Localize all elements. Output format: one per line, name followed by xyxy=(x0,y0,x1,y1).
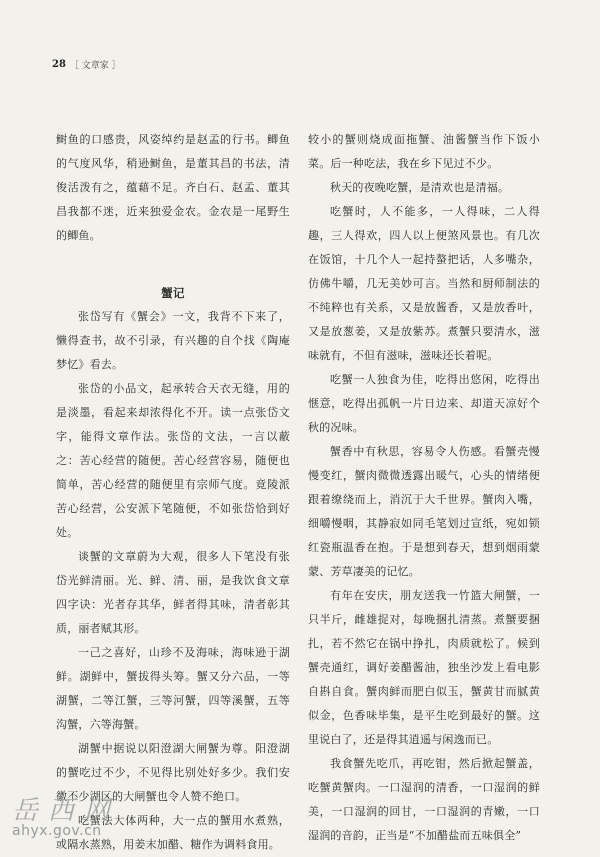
watermark-url: ahyx.gov.cn xyxy=(12,823,102,839)
paragraph: 湖蟹中据说以阳澄湖大闸蟹为尊。阳澄湖的蟹吃过不少，不见得比别处好多少。我们安徽不少湖区的大闸蟹也令人赞不绝口。 xyxy=(56,742,290,803)
paragraph: 张岱写有《蟹会》一文，我背不下来了，懒得查书，故不引录，有兴趣的自个找《陶庵梦忆》看去。 xyxy=(56,310,290,371)
paragraph: 吃蟹一人独食为佳，吃得出悠闲，吃得出惬意，吃得出孤帆一片日边来、却道天凉好个秋的况味。 xyxy=(308,373,540,434)
paragraph: 张岱的小品文，起承转合天衣无缝，用的是淡墨，看起来却浓得化不开。读一点张岱文字，能得文章作法。张岱的文法，一言以蔽之：苦心经营的随便。苦心经营容易，随便也简单，苦心经营的随便里有宗师气度。竟陵派苦心经营，公安派下笔随便，不如张岱恰到好处。 xyxy=(56,382,290,539)
watermark-name: 岳西网 xyxy=(12,796,121,826)
paragraph: 蟹香中有秋思，容易令人伤感。看蟹壳慢慢变红，蟹肉微微透露出暖气，心头的情绪便跟着缭绕而上，消沉于大千世界。蟹肉入嘴，细嚼慢咽，其静寂如同毛笔划过宣纸，宛如锁红瓷瓶温香在抱。于是想到春天，想到烟雨蒙蒙、芳草凄美的记忆。 xyxy=(308,445,540,578)
paragraph: 谈蟹的文章蔚为大观，很多人下笔没有张岱光鲜清丽。光、鲜、清、丽，是我饮食文章四字诀：光者存其华，鲜者得其味，清者彰其质，丽者赋其形。 xyxy=(56,550,290,635)
paragraph: 有年在安庆，朋友送我一竹篮大闸蟹，一只半斤，雌雄捉对，每晚捆扎清蒸。煮蟹要捆扎，若不然它在锅中挣扎，肉质就松了。候到蟹壳通红，调好姜醋酱油，独坐沙发上看电影自斟自食。蟹肉鲜而肥白似玉，蟹黄甘而腻黄似金，色香味毕集，是平生吃到最好的蟹。这里说白了，还是得其逍遥与闲逸而已。 xyxy=(308,589,540,746)
section-label: ［ 文章家 ］ xyxy=(69,61,121,71)
paragraph: 较小的蟹则烧成面拖蟹、油酱蟹当作下饭小菜。后一种吃法，我在乡下见过不少。 xyxy=(308,133,540,170)
paragraph: 吃蟹时，人不能多，一人得味，二人得趣，三人得欢，四人以上便煞风景也。有几次在饭馆，十几个人一起持螯把话，人多嘴杂，仿佛牛嚼，几无美妙可言。当然和厨师制法的不纯粹也有关系，又是放酱香，又是放香叶，又是放葱姜，又是放紫苏。煮蟹只要清水，滋味就有，不但有滋味，滋味还长着呢。 xyxy=(308,205,540,362)
page-header xyxy=(52,58,121,71)
paragraph: 鲥鱼的口感贵，风姿绰约是赵孟的行书。鲫鱼的气度风华，稍逊鲥鱼，是董其昌的书法，清俊活泼有之，蕴藉不足。齐白石、赵孟、董其昌我都不迷，近来独爱金农。金农是一尾野生的鲫鱼。 xyxy=(56,133,290,242)
right-column xyxy=(308,128,540,848)
paragraph: 一己之喜好，山珍不及海味，海味逊于湖鲜。湖鲜中，蟹拔得头筹。蟹又分六品，一等湖蟹，二等江蟹，三等河蟹，四等溪蟹，五等沟蟹，六等海蟹。 xyxy=(56,646,290,731)
paragraph: 秋天的夜晚吃蟹，是清欢也是清福。 xyxy=(330,181,510,194)
paragraph: 我食蟹先吃爪，再吃钳，然后掀起蟹盖，吃蟹黄蟹肉。一口湿润的清香，一口湿润的鲜美，一口湿润的回甘，一口湿润的青嫩，一口湿润的音韵，正当是“不加醋盐而五味俱全” xyxy=(308,757,540,842)
paragraph: 吃蟹法大体两种，大一点的蟹用水煮熟，或隔水蒸熟，用姜末加醋、糖作为调料食用。 xyxy=(56,814,290,851)
page-number: 28 xyxy=(52,59,66,70)
left-column xyxy=(56,128,290,857)
site-watermark xyxy=(12,790,120,839)
article-title: 蟹记 xyxy=(161,286,185,300)
